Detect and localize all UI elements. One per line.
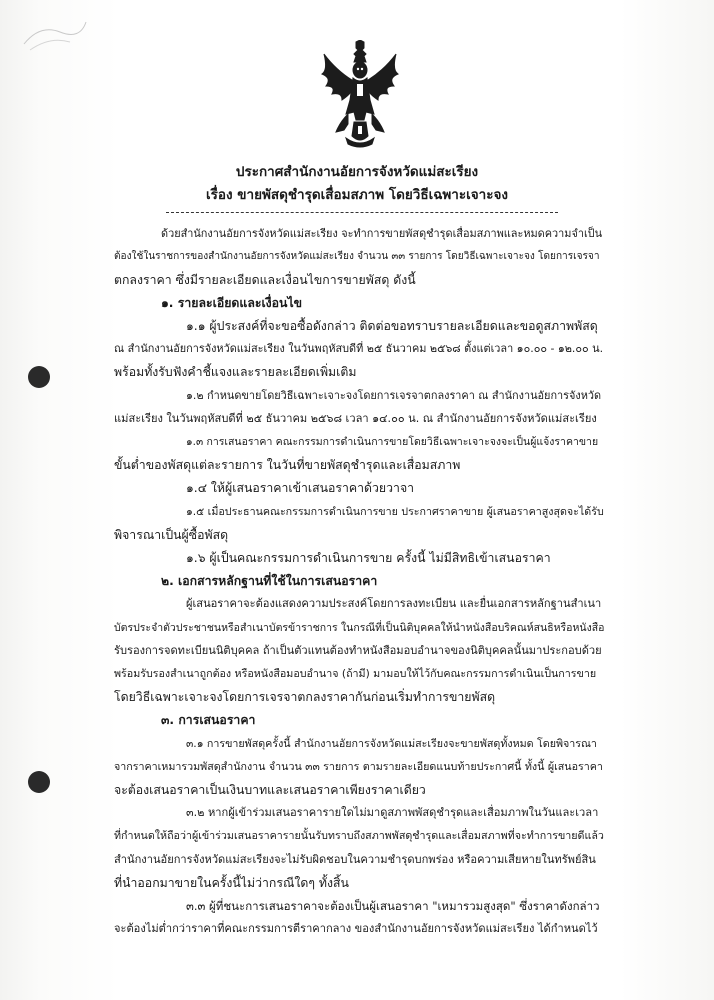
- body-line: ผู้เสนอราคาจะต้องแสดงความประสงค์โดยการลงทะเบียน และยื่นเอกสารหลักฐานสำเนา: [186, 597, 602, 610]
- body-line: ณ สำนักงานอัยการจังหวัดแม่สะเรียง ในวันพฤหัสบดีที่ ๒๕ ธันวาคม ๒๕๖๘ ตั้งแต่เวลา ๑๐.๐๐ - ๑๒.๐๐ น.: [114, 342, 604, 355]
- body-line: ๑.๔ ให้ผู้เสนอราคาเข้าเสนอราคาด้วยวาจา: [186, 481, 415, 495]
- body-line: สำนักงานอัยการจังหวัดแม่สะเรียงจะไม่รับผิดชอบในความชำรุดบกพร่อง หรือความเสียหายในทรัพย์สิน: [114, 853, 596, 866]
- body-line: ที่นำออกมาขายในครั้งนี้ไม่ว่ากรณีใดๆ ทั้งสิ้น: [114, 876, 349, 890]
- punch-hole: [28, 771, 50, 793]
- body-line: โดยวิธีเฉพาะเจาะจงโดยการเจรจาตกลงราคากันก่อนเริ่มทำการขายพัสดุ: [114, 690, 496, 704]
- body-line: พร้อมรับรองสำเนาถูกต้อง หรือหนังสือมอบอำนาจ (ถ้ามี) มามอบให้ไว้กับคณะกรรมการดำเนินเป็นการขาย: [114, 667, 597, 680]
- body-line: แม่สะเรียง ในวันพฤหัสบดีที่ ๒๕ ธันวาคม ๒๕๖๘ เวลา ๑๔.๐๐ น. ณ สำนักงานอัยการจังหวัดแม่สะเรียง: [114, 412, 597, 425]
- scan-mark-icon: [20, 14, 90, 54]
- punch-hole: [28, 366, 50, 388]
- garuda-emblem-icon: [318, 40, 402, 148]
- body-line: ๓.๒ หากผู้เข้าร่วมเสนอราคารายใดไม่มาดูสภาพพัสดุชำรุดและเสื่อมภาพในวันและเวลา: [186, 806, 599, 819]
- body-line: จะต้องไม่ต่ำกว่าราคาที่คณะกรรมการตีราคากลาง ของสำนักงานอัยการจังหวัดแม่สะเรียง ได้กำหนดไว้: [114, 922, 598, 935]
- body-line: พร้อมทั้งรับฟังคำชี้แจงและรายละเอียดเพิ่มเติม: [114, 365, 357, 379]
- body-line: ๑.๕ เมื่อประธานคณะกรรมการดำเนินการขาย ประกาศราคาขาย ผู้เสนอราคาสูงสุดจะได้รับ: [186, 505, 604, 518]
- body-line: ๓.๑ การขายพัสดุครั้งนี้ สำนักงานอัยการจังหวัดแม่สะเรียงจะขายพัสดุทั้งหมด โดยพิจารณา: [186, 737, 597, 750]
- body-line: จะต้องเสนอราคาเป็นเงินบาทและเสนอราคาเพียงราคาเดียว: [114, 783, 426, 797]
- body-line: ๑.๖ ผู้เป็นคณะกรรมการดำเนินการขาย ครั้งนี้ ไม่มีสิทธิเข้าเสนอราคา: [186, 551, 551, 565]
- section-heading: ๓. การเสนอราคา: [161, 713, 256, 727]
- body-line: รับรองการจดทะเบียนนิติบุคคล ถ้าเป็นตัวแทนต้องทำหนังสือมอบอำนาจของนิติบุคคลนั้นมาประกอบด้วย: [114, 644, 602, 657]
- announcement-subject: เรื่อง ขายพัสดุชำรุดเสื่อมสภาพ โดยวิธีเฉพาะเจาะจง: [206, 187, 508, 203]
- body-line: ๑.๓ การเสนอราคา คณะกรรมการดำเนินการขายโดยวิธีเฉพาะเจาะจงจะเป็นผู้แจ้งราคาขาย: [186, 436, 599, 448]
- title-divider: [166, 212, 558, 213]
- section-heading: ๒. เอกสารหลักฐานที่ใช้ในการเสนอราคา: [161, 574, 378, 588]
- intro-line: ตกลงราคา ซึ่งมีรายละเอียดและเงื่อนไขการขายพัสดุ ดังนี้: [114, 273, 416, 287]
- intro-line: ด้วยสำนักงานอัยการจังหวัดแม่สะเรียง จะทำการขายพัสดุชำรุดเสื่อมสภาพและหมดความจำเป็น: [161, 227, 603, 240]
- body-line: ๑.๑ ผู้ประสงค์ที่จะขอซื้อดังกล่าว ติดต่อขอทราบรายละเอียดและขอดูสภาพพัสดุ: [186, 319, 598, 333]
- section-heading: ๑. รายละเอียดและเงื่อนไข: [161, 296, 303, 310]
- body-line: ๓.๓ ผู้ที่ชนะการเสนอราคาจะต้องเป็นผู้เสนอราคา "เหมารวมสูงสุด" ซึ่งราคาดังกล่าว: [186, 899, 600, 913]
- body-line: ขั้นต่ำของพัสดุแต่ละรายการ ในวันที่ขายพัสดุชำรุดและเสื่อมสภาพ: [114, 458, 461, 472]
- announcement-title: ประกาศสำนักงานอัยการจังหวัดแม่สะเรียง: [235, 164, 479, 180]
- body-line: ๑.๒ กำหนดขายโดยวิธีเฉพาะเจาะจงโดยการเจรจาตกลงราคา ณ สำนักงานอัยการจังหวัด: [186, 389, 602, 402]
- body-line: จากราคาเหมารวมพัสดุสำนักงาน จำนวน ๓๓ รายการ ตามรายละเอียดแนบท้ายประกาศนี้ ทั้งนี้ ผู้เสนอราคา: [114, 760, 603, 773]
- intro-line: ต้องใช้ในราชการของสำนักงานอัยการจังหวัดแม่สะเรียง จำนวน ๓๓ รายการ โดยวิธีเฉพาะเจาะจง โดยการเจรจา: [114, 251, 600, 262]
- body-line: ที่กำหนดให้ถือว่าผู้เข้าร่วมเสนอราคารายนั้นรับทราบถึงสภาพพัสดุชำรุดและเสื่อมสภาพที่จะทำการขายดีแล้ว: [114, 829, 604, 842]
- body-line: บัตรประจำตัวประชาชนหรือสำเนาบัตรข้าราชการ ในกรณีที่เป็นนิติบุคคลให้นำหนังสือบริคณห์สนธิหรือหนังสือ: [114, 622, 605, 634]
- body-line: พิจารณาเป็นผู้ซื้อพัสดุ: [114, 528, 229, 542]
